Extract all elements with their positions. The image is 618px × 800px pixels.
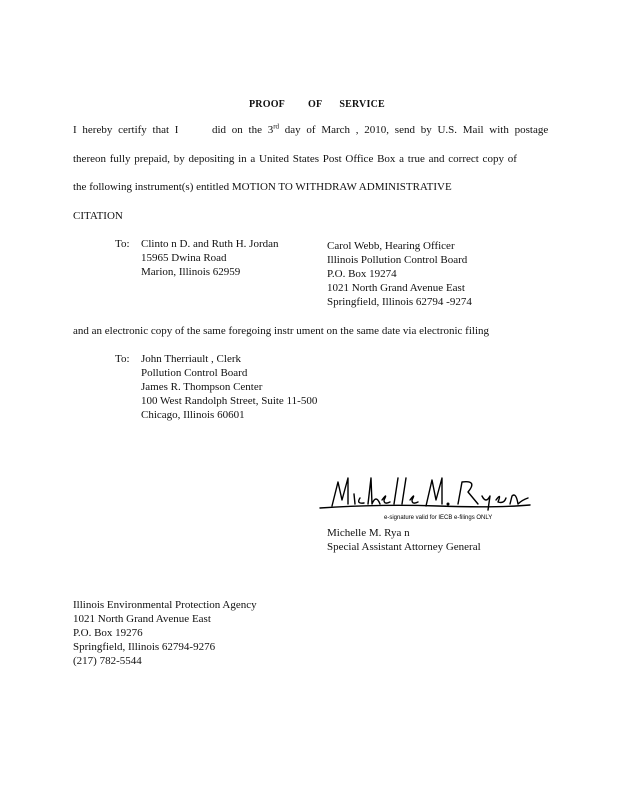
- agency-line: 1021 North Grand Avenue East: [73, 613, 211, 625]
- recipient-line: Pollution Control Board: [141, 367, 248, 379]
- title-service: SERVICE: [339, 99, 385, 110]
- signer-block: [327, 526, 481, 554]
- to-label-2: To:: [115, 353, 130, 365]
- recipients-left: [141, 237, 279, 279]
- recipient-line: Clinto n D. and Ruth H. Jordan: [141, 238, 279, 250]
- certify-line-4: CITATION: [73, 210, 123, 222]
- certify-line-1-a: I hereby certify that I: [73, 124, 179, 136]
- recipient-line: James R. Thompson Center: [141, 381, 263, 393]
- certify-line-1: [73, 124, 548, 136]
- agency-line: P.O. Box 19276: [73, 627, 143, 639]
- recipient-line: Carol Webb, Hearing Officer: [327, 240, 455, 252]
- certify-line-1-c: day of March , 2010, send by U.S. Mail with postage: [279, 124, 549, 136]
- recipient-line: Chicago, Illinois 60601: [141, 409, 245, 421]
- electronic-filing-line: and an electronic copy of the same foregoing instr ument on the same date via electronic filing: [73, 325, 490, 337]
- title-of: OF: [308, 99, 322, 110]
- title-proof: PROOF: [249, 99, 285, 110]
- recipient-line: 100 West Randolph Street, Suite 11-500: [141, 395, 318, 407]
- recipient-line: John Therriault , Clerk: [141, 353, 241, 365]
- recipient-line: Illinois Pollution Control Board: [327, 254, 468, 266]
- recipient-line: P.O. Box 19274: [327, 268, 397, 280]
- proof-title: [249, 99, 385, 110]
- signer-role: Special Assistant Attorney General: [327, 541, 481, 553]
- signature-image: [318, 470, 533, 522]
- recipient-line: 1021 North Grand Avenue East: [327, 282, 465, 294]
- certify-line-1-b: did on the 3: [211, 124, 274, 136]
- recipient-line: Marion, Illinois 62959: [141, 266, 241, 278]
- recipients-electronic: [141, 352, 317, 422]
- to-label-1: To:: [115, 238, 130, 250]
- signer-name: Michelle M. Rya n: [327, 527, 410, 539]
- agency-line: (217) 782-5544: [73, 655, 142, 667]
- agency-line: Illinois Environmental Protection Agency: [73, 599, 257, 611]
- agency-line: Springfield, Illinois 62794-9276: [73, 641, 216, 653]
- agency-address: [73, 598, 257, 668]
- recipient-line: Springfield, Illinois 62794 -9274: [327, 296, 472, 308]
- recipients-right: [327, 239, 472, 309]
- signature-caption: e-signature valid for IECB e-filings ONLY: [384, 515, 493, 521]
- recipient-line: 15965 Dwina Road: [141, 252, 227, 264]
- certify-line-3: the following instrument(s) entitled MOTION TO WITHDRAW ADMINISTRATIVE: [73, 181, 452, 193]
- ordinal-suffix: rd: [273, 122, 280, 131]
- certify-line-2: thereon fully prepaid, by depositing in a United States Post Office Box a true and correct copy of: [73, 153, 517, 165]
